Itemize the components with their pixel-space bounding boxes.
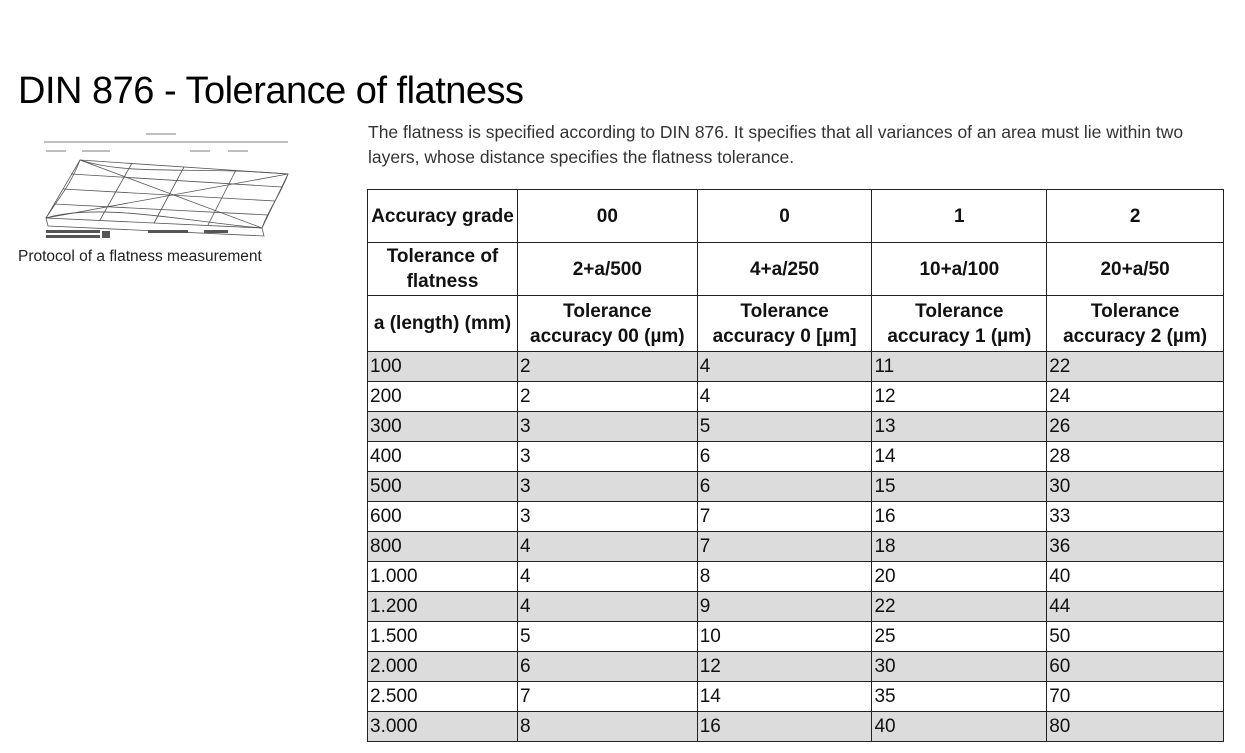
tolerance-cell: 28 bbox=[1047, 442, 1224, 472]
header-cell: 4+a/250 bbox=[697, 243, 872, 296]
length-cell: 200 bbox=[368, 382, 518, 412]
header-cell: Tolerance accuracy 1 (µm) bbox=[872, 296, 1047, 352]
table-row bbox=[368, 472, 1224, 502]
tolerance-cell: 4 bbox=[517, 532, 697, 562]
header-cell-label: Tolerance of flatness bbox=[368, 243, 518, 296]
tolerance-cell: 4 bbox=[697, 382, 872, 412]
tolerance-cell: 4 bbox=[697, 352, 872, 382]
tolerance-cell: 44 bbox=[1047, 592, 1224, 622]
tolerance-cell: 40 bbox=[1047, 562, 1224, 592]
header-cell: 20+a/50 bbox=[1047, 243, 1224, 296]
tolerance-cell: 70 bbox=[1047, 682, 1224, 712]
intro-paragraph: The flatness is specified according to DIN 876. It specifies that all variances of an area must lie within two layers, whose distance specifies the flatness tolerance. bbox=[368, 122, 1184, 167]
tolerance-cell: 13 bbox=[872, 412, 1047, 442]
tolerance-cell: 30 bbox=[1047, 472, 1224, 502]
tolerance-cell: 22 bbox=[872, 592, 1047, 622]
length-cell: 800 bbox=[368, 532, 518, 562]
header-cell-label: Accuracy grade bbox=[368, 190, 518, 243]
tolerance-cell: 18 bbox=[872, 532, 1047, 562]
tolerance-cell: 35 bbox=[872, 682, 1047, 712]
header-tolerance-formula-row bbox=[368, 243, 1224, 296]
tolerance-cell: 6 bbox=[517, 652, 697, 682]
page-title: DIN 876 - Tolerance of flatness bbox=[18, 70, 524, 112]
header-cell: 2+a/500 bbox=[517, 243, 697, 296]
tolerance-cell: 8 bbox=[517, 712, 697, 742]
tolerance-cell: 9 bbox=[697, 592, 872, 622]
header-accuracy-grade-row bbox=[368, 190, 1224, 243]
tolerance-cell: 26 bbox=[1047, 412, 1224, 442]
tolerance-cell: 11 bbox=[872, 352, 1047, 382]
tolerance-cell: 25 bbox=[872, 622, 1047, 652]
table-row bbox=[368, 652, 1224, 682]
tolerance-cell: 6 bbox=[697, 442, 872, 472]
tolerance-cell: 14 bbox=[872, 442, 1047, 472]
flatness-measurement-diagram bbox=[40, 126, 292, 244]
tolerance-cell: 8 bbox=[697, 562, 872, 592]
table-row bbox=[368, 562, 1224, 592]
tolerance-cell: 10 bbox=[697, 622, 872, 652]
tolerance-cell: 16 bbox=[697, 712, 872, 742]
tolerance-cell: 33 bbox=[1047, 502, 1224, 532]
header-cell: Tolerance accuracy 0 [µm] bbox=[697, 296, 872, 352]
table-row bbox=[368, 682, 1224, 712]
tolerance-cell: 5 bbox=[697, 412, 872, 442]
tolerance-cell: 12 bbox=[697, 652, 872, 682]
header-cell: Tolerance accuracy 00 (µm) bbox=[517, 296, 697, 352]
flatness-figure bbox=[18, 126, 318, 266]
length-cell: 1.200 bbox=[368, 592, 518, 622]
tolerance-cell: 20 bbox=[872, 562, 1047, 592]
table-row bbox=[368, 442, 1224, 472]
tolerance-cell: 36 bbox=[1047, 532, 1224, 562]
tolerance-cell: 3 bbox=[517, 502, 697, 532]
tolerance-cell: 30 bbox=[872, 652, 1047, 682]
tolerance-cell: 6 bbox=[697, 472, 872, 502]
tolerance-cell: 12 bbox=[872, 382, 1047, 412]
length-cell: 500 bbox=[368, 472, 518, 502]
flatness-tolerance-table bbox=[367, 189, 1224, 742]
table-row bbox=[368, 382, 1224, 412]
table-row bbox=[368, 712, 1224, 742]
tolerance-cell: 40 bbox=[872, 712, 1047, 742]
tolerance-cell: 7 bbox=[517, 682, 697, 712]
figure-caption: Protocol of a flatness measurement bbox=[18, 248, 262, 265]
length-cell: 1.000 bbox=[368, 562, 518, 592]
table-row bbox=[368, 622, 1224, 652]
header-cell: 00 bbox=[517, 190, 697, 243]
table-row bbox=[368, 532, 1224, 562]
table-body bbox=[368, 352, 1224, 742]
length-cell: 300 bbox=[368, 412, 518, 442]
length-cell: 3.000 bbox=[368, 712, 518, 742]
header-cell: 1 bbox=[872, 190, 1047, 243]
header-cell: 0 bbox=[697, 190, 872, 243]
length-cell: 100 bbox=[368, 352, 518, 382]
table-row bbox=[368, 502, 1224, 532]
header-cell: 10+a/100 bbox=[872, 243, 1047, 296]
tolerance-cell: 3 bbox=[517, 472, 697, 502]
tolerance-cell: 4 bbox=[517, 562, 697, 592]
length-cell: 400 bbox=[368, 442, 518, 472]
tolerance-cell: 15 bbox=[872, 472, 1047, 502]
tolerance-cell: 5 bbox=[517, 622, 697, 652]
header-column-titles-row bbox=[368, 296, 1224, 352]
tolerance-cell: 2 bbox=[517, 352, 697, 382]
tolerance-cell: 50 bbox=[1047, 622, 1224, 652]
tolerance-cell: 60 bbox=[1047, 652, 1224, 682]
length-cell: 2.500 bbox=[368, 682, 518, 712]
tolerance-cell: 3 bbox=[517, 442, 697, 472]
tolerance-cell: 80 bbox=[1047, 712, 1224, 742]
tolerance-cell: 2 bbox=[517, 382, 697, 412]
header-cell: Tolerance accuracy 2 (µm) bbox=[1047, 296, 1224, 352]
tolerance-cell: 7 bbox=[697, 532, 872, 562]
table-row bbox=[368, 412, 1224, 442]
header-cell: 2 bbox=[1047, 190, 1224, 243]
tolerance-cell: 16 bbox=[872, 502, 1047, 532]
length-cell: 600 bbox=[368, 502, 518, 532]
tolerance-cell: 3 bbox=[517, 412, 697, 442]
length-cell: 1.500 bbox=[368, 622, 518, 652]
header-cell-label: a (length) (mm) bbox=[368, 296, 518, 352]
tolerance-cell: 4 bbox=[517, 592, 697, 622]
tolerance-cell: 24 bbox=[1047, 382, 1224, 412]
tolerance-cell: 22 bbox=[1047, 352, 1224, 382]
table-row bbox=[368, 352, 1224, 382]
length-cell: 2.000 bbox=[368, 652, 518, 682]
tolerance-cell: 14 bbox=[697, 682, 872, 712]
table-row bbox=[368, 592, 1224, 622]
tolerance-cell: 7 bbox=[697, 502, 872, 532]
